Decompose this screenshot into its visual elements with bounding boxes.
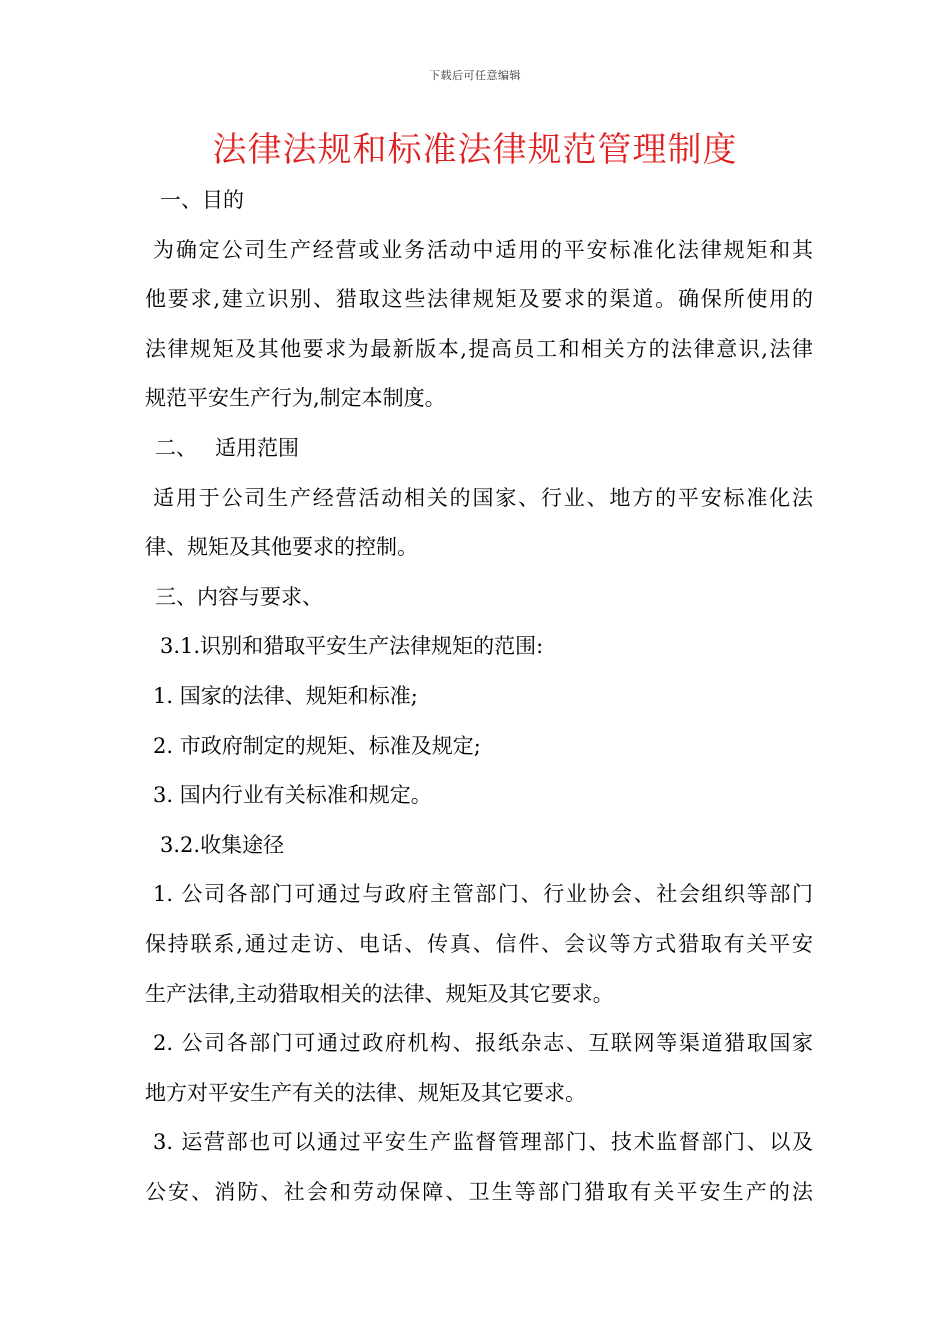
paragraph-line: 2. 公司各部门可通过政府机构、报纸杂志、互联网等渠道猎取国家 [153,1031,813,1056]
paragraph-line: 适用于公司生产经营活动相关的国家、行业、地方的平安标准化法 [153,485,813,510]
header-note: 下载后可任意编辑 [429,69,521,82]
section-3-heading: 三、内容与要求、 [155,584,323,609]
paragraph-line: 生产法律,主动猎取相关的法律、规矩及其它要求。 [145,981,614,1006]
paragraph-line: 他要求,建立识别、猎取这些法律规矩及要求的渠道。确保所使用的 [145,287,813,312]
paragraph-line: 规范平安生产行为,制定本制度。 [145,386,446,411]
paragraph-line: 保持联系,通过走访、电话、传真、信件、会议等方式猎取有关平安 [145,931,813,956]
section-2-title: 适用范围 [215,435,299,460]
paragraph-line: 为确定公司生产经营或业务活动中适用的平安标准化法律规矩和其 [153,237,813,262]
document-title: 法律法规和标准法律规范管理制度 [212,130,738,170]
paragraph-line: 3. 运营部也可以通过平安生产监督管理部门、技术监督部门、以及 [153,1130,813,1155]
paragraph-line: 律、规矩及其他要求的控制。 [145,535,418,560]
document-body [145,176,813,1217]
paragraph-line: 地方对平安生产有关的法律、规矩及其它要求。 [145,1080,586,1105]
paragraph-line: 公安、消防、社会和劳动保障、卫生等部门猎取有关平安生产的法 [145,1179,813,1204]
list-item: 1. 国家的法律、规矩和标准; [153,683,418,708]
subsection-3-2: 3.2.收集途径 [160,832,285,857]
paragraph-line: 法律规矩及其他要求为最新版本,提高员工和相关方的法律意识,法律 [145,336,813,361]
list-item: 2. 市政府制定的规矩、标准及规定; [153,733,481,758]
section-2-number: 二、 [155,435,197,460]
section-1-heading: 一、目的 [160,188,244,212]
list-item: 3. 国内行业有关标准和规定。 [153,783,432,808]
subsection-3-1: 3.1.识别和猎取平安生产法律规矩的范围: [160,634,544,659]
section-2-heading [145,424,813,474]
paragraph-line: 1. 公司各部门可通过与政府主管部门、行业协会、社会组织等部门 [153,882,813,907]
